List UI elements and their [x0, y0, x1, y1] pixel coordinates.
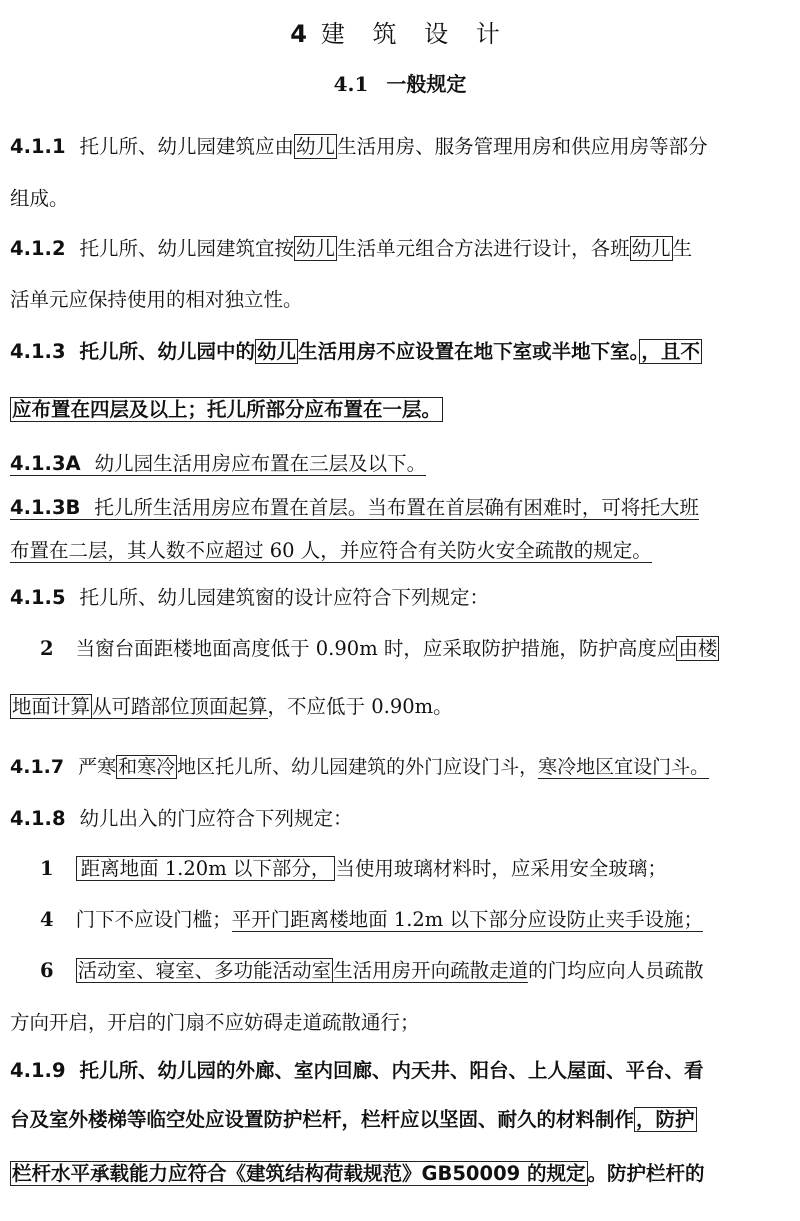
- clause-text: 当使用玻璃材料时，应采用安全玻璃；: [335, 857, 667, 880]
- clause-text: 幼儿出入的门应符合下列规定：: [79, 807, 353, 830]
- clause-4-1-1-line-1: [10, 134, 708, 160]
- section-number: 4.1: [333, 72, 369, 96]
- clause-4-1-3a: [10, 451, 426, 477]
- clause-4-1-5-line-1: [10, 585, 489, 611]
- clause-text: 当窗台面距楼地面高度低于 0.90m 时，应采取防护措施，防护高度应: [75, 637, 677, 660]
- clause-number: 4.1.2: [10, 237, 66, 260]
- added-text: 托儿所生活用房应布置在首层。当布置在首层确有困难时，可将托大班: [94, 496, 699, 519]
- added-text: 布置在二层，其人数不应超过 60 人，并应符合有关防火安全疏散的规定。: [10, 539, 652, 562]
- boxed-text: 和寒冷: [118, 756, 176, 778]
- clause-number: 4.1.1: [10, 135, 66, 158]
- clause-text: 托儿所、幼儿园建筑应由: [79, 135, 295, 158]
- item-number: 1: [40, 857, 54, 880]
- item-number: 4: [40, 908, 54, 931]
- clause-4-1-9-line-3: [10, 1161, 705, 1187]
- clause-4-1-9-line-1: [10, 1058, 704, 1084]
- clause-text: 生活用房、服务管理用房和供应用房等部分: [337, 135, 708, 158]
- boxed-added-text: ，且不: [641, 340, 700, 363]
- clause-4-1-3b-line-2: [10, 538, 652, 564]
- boxed-text: 由楼: [678, 637, 718, 660]
- clause-text: 生活单元组合方法进行设计，各班: [337, 237, 630, 260]
- boxed-text: 幼儿: [296, 135, 336, 158]
- boxed-text: 幼儿: [257, 340, 297, 363]
- boxed-text: 地面计算: [12, 695, 91, 718]
- clause-text: 严寒: [78, 756, 117, 778]
- clause-4-1-5-item-2-cont: [10, 694, 453, 720]
- clause-number: 4.1.3A: [10, 452, 81, 475]
- clause-4-1-8-item-6: [40, 958, 704, 984]
- clause-number: 4.1.5: [10, 586, 66, 609]
- boxed-added-text: ，防护: [636, 1108, 695, 1131]
- section-title: 一般规定: [386, 72, 467, 96]
- clause-text: 活单元应保持使用的相对独立性。: [10, 288, 303, 311]
- clause-4-1-8-item-4: [40, 907, 703, 933]
- clause-4-1-3b-line-1: [10, 495, 699, 521]
- clause-number: 4.1.3B: [10, 496, 81, 519]
- clause-text: 地区托儿所、幼儿园建筑的外门应设门斗，: [177, 756, 539, 778]
- clause-text: 托儿所、幼儿园建筑窗的设计应符合下列规定：: [79, 586, 490, 609]
- clause-4-1-5-item-2: [40, 636, 719, 662]
- added-text: 寒冷地区宜设门斗。: [538, 756, 710, 778]
- clause-text: 组成。: [10, 187, 69, 210]
- chapter-number: 4: [290, 20, 321, 48]
- boxed-added-text: 应布置在四层及以上；托儿所部分应布置在一层。: [12, 398, 442, 421]
- clause-4-1-8-line-1: [10, 806, 353, 832]
- clause-4-1-3-line-2: [10, 397, 443, 423]
- section-heading: [0, 68, 800, 97]
- chapter-title: 建 筑 设 计: [320, 20, 510, 48]
- clause-text: 。防护栏杆的: [587, 1162, 705, 1185]
- clause-number: 4.1.8: [10, 807, 66, 830]
- added-text: 平开门距离楼地面 1.2m 以下部分应设防止夹手设施；: [231, 908, 703, 931]
- clause-number: 4.1.9: [10, 1059, 66, 1082]
- clause-text: 门下不应设门槛；: [75, 908, 232, 931]
- item-number: 2: [40, 637, 54, 660]
- clause-text: 生活用房不应设置在地下室或半地下室。: [298, 340, 640, 363]
- clause-4-1-9-line-2: [10, 1107, 697, 1133]
- clause-text: 生: [672, 237, 693, 260]
- clause-text: 方向开启，开启的门扇不应妨碍走道疏散通行；: [10, 1011, 420, 1034]
- clause-4-1-8-item-1: [40, 856, 667, 882]
- chapter-heading: [0, 14, 800, 49]
- clause-4-1-7: [10, 754, 709, 780]
- item-number: 6: [40, 959, 54, 982]
- boxed-text: 幼儿: [631, 237, 671, 260]
- clause-text: 的门均应向人员疏散: [528, 959, 704, 982]
- clause-text: ，不应低于 0.90m。: [267, 695, 453, 718]
- clause-number: 4.1.3: [10, 340, 66, 363]
- clause-4-1-3-line-1: [10, 339, 702, 365]
- boxed-text: 活动室、寝室、多功能活动室: [77, 959, 332, 982]
- clause-text: 托儿所、幼儿园中的: [79, 340, 256, 363]
- clause-number: 4.1.7: [10, 756, 65, 778]
- added-text: 从可踏部位顶面起算: [92, 695, 268, 718]
- boxed-added-text: 栏杆水平承载能力应符合《建筑结构荷载规范》GB50009 的规定: [12, 1162, 586, 1185]
- clause-4-1-2-line-1: [10, 236, 692, 262]
- clause-text: 台及室外楼梯等临空处应设置防护栏杆，栏杆应以坚固、耐久的材料制作: [10, 1108, 635, 1131]
- clause-text: 托儿所、幼儿园的外廊、室内回廊、内天井、阳台、上人屋面、平台、看: [79, 1059, 704, 1082]
- added-text: 生活用房开向疏散走道: [333, 959, 529, 982]
- clause-4-1-2-line-2: [10, 287, 303, 313]
- boxed-text: 距离地面 1.20m 以下部分，: [76, 856, 336, 881]
- clause-text: 托儿所、幼儿园建筑宜按: [79, 237, 295, 260]
- clause-4-1-1-line-2: [10, 186, 69, 212]
- clause-4-1-8-item-6-cont: [10, 1010, 420, 1036]
- added-text: 幼儿园生活用房应布置在三层及以下。: [94, 452, 427, 475]
- boxed-text: 幼儿: [296, 237, 336, 260]
